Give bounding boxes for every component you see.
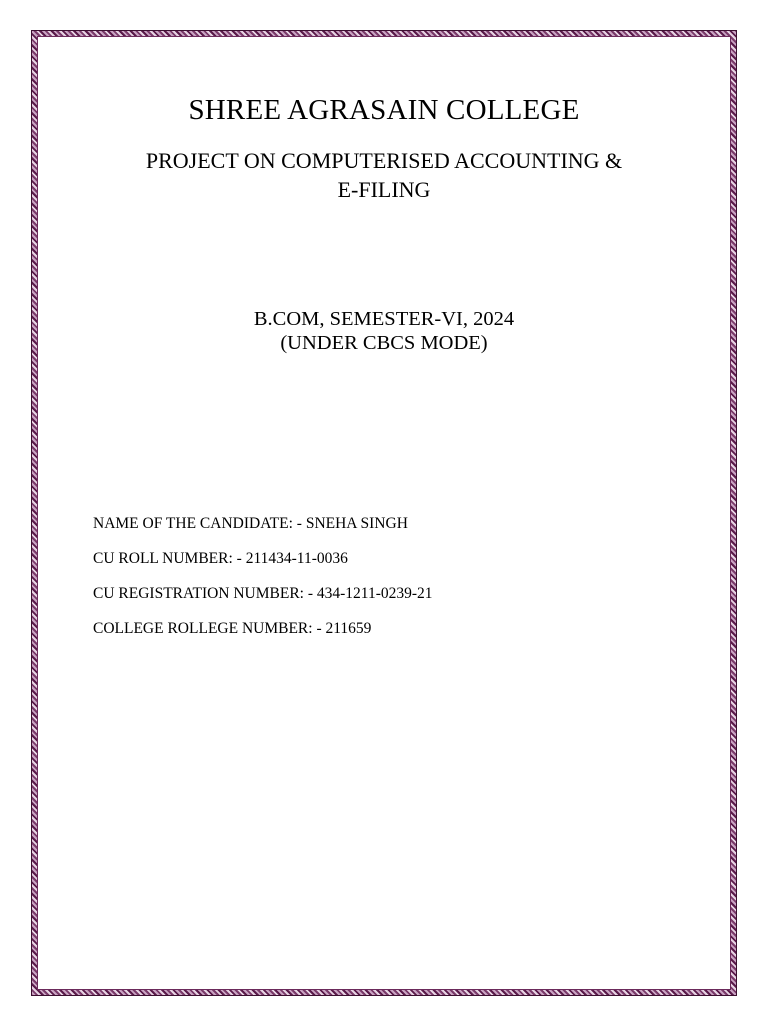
course-info <box>0 307 768 355</box>
project-title <box>0 146 768 204</box>
college-name-heading: SHREE AGRASAIN COLLEGE <box>188 94 580 126</box>
cu-registration-number: CU REGISTRATION NUMBER: - 434-1211-0239-21 <box>93 585 433 602</box>
course-semester-line: B.COM, SEMESTER-VI, 2024 <box>253 308 515 330</box>
project-title-line-1: PROJECT ON COMPUTERISED ACCOUNTING & <box>145 148 623 173</box>
project-title-line-2: E-FILING <box>337 177 431 202</box>
cu-roll-number: CU ROLL NUMBER: - 211434-11-0036 <box>93 550 348 567</box>
candidate-details <box>93 514 433 654</box>
course-mode-line: (UNDER CBCS MODE) <box>280 332 488 354</box>
candidate-name: NAME OF THE CANDIDATE: - SNEHA SINGH <box>93 515 408 532</box>
college-roll-number: COLLEGE ROLLEGE NUMBER: - 211659 <box>93 620 372 637</box>
